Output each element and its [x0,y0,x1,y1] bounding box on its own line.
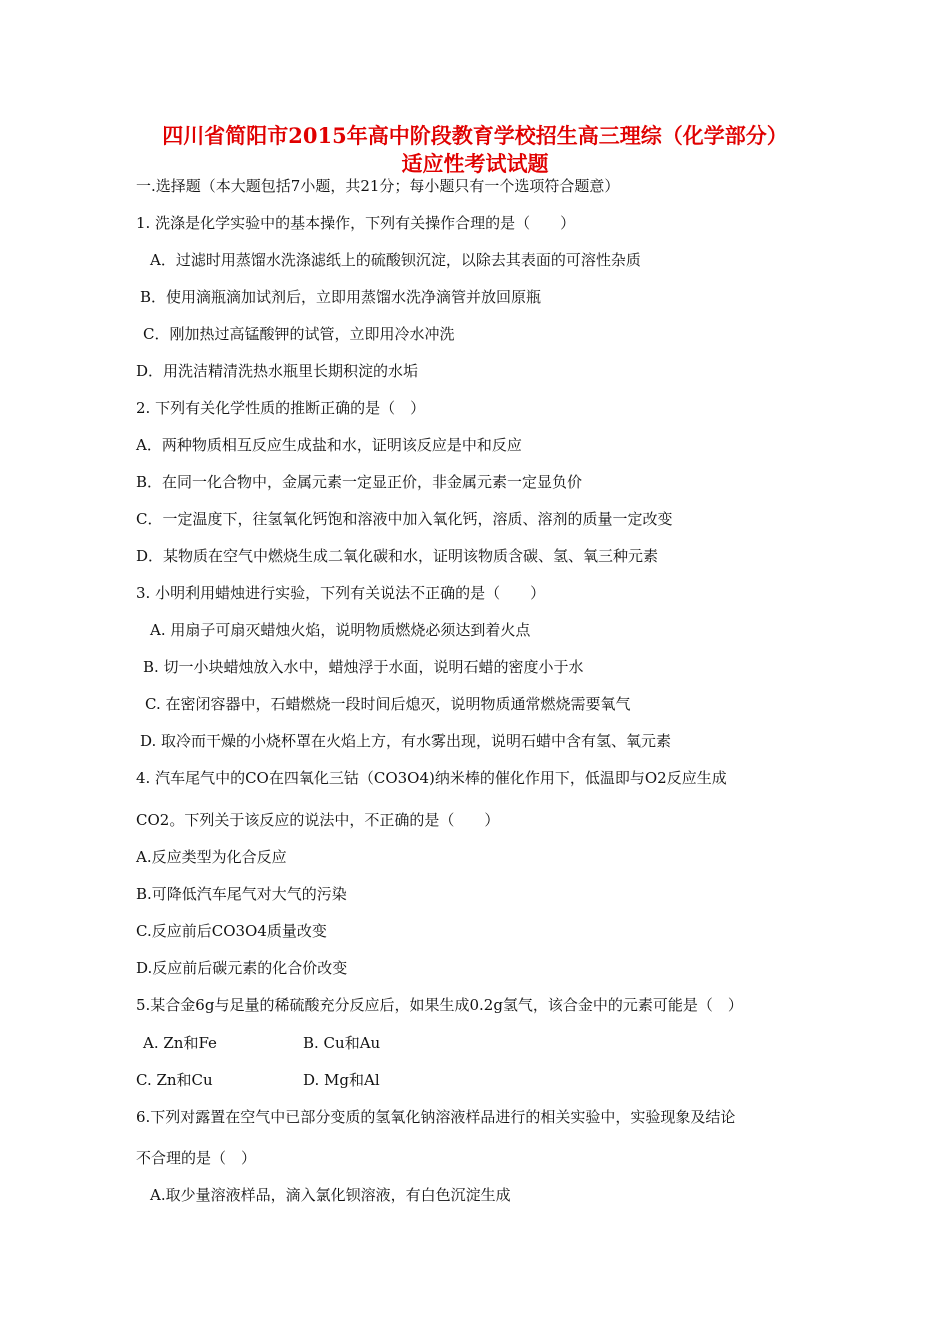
question-3-option-c: C. 在密闭容器中，石蜡燃烧一段时间后熄灭，说明物质通常燃烧需要氧气 [145,695,631,713]
title-line-2: 适应性考试试题 [401,151,549,176]
question-2-option-c: C．一定温度下，往氢氧化钙饱和溶液中加入氧化钙，溶质、溶剂的质量一定改变 [136,510,673,528]
question-4-stem-line-1: 4. 汽车尾气中的CO在四氧化三钴（CO3O4)纳米棒的催化作用下，低温即与O2反应生成 [136,769,727,787]
question-2-stem: 2. 下列有关化学性质的推断正确的是（ ） [136,399,426,417]
question-1-option-c: C．刚加热过高锰酸钾的试管，立即用冷水冲洗 [143,325,455,343]
question-4-option-a: A.反应类型为化合反应 [136,848,287,866]
question-5-option-c: C. Zn和Cu [136,1071,213,1089]
question-4-stem-line-2: CO2。下列关于该反应的说法中，不正确的是（ ） [136,811,500,829]
question-4-option-b: B.可降低汽车尾气对大气的污染 [136,885,347,903]
question-5-option-a: A. Zn和Fe [143,1034,217,1052]
question-2-option-b: B．在同一化合物中，金属元素一定显正价，非金属元素一定显负价 [136,473,583,491]
question-6-stem-line-2: 不合理的是（ ） [136,1149,257,1167]
question-1-option-b: B．使用滴瓶滴加试剂后，立即用蒸馏水洗净滴管并放回原瓶 [140,288,542,306]
question-6-stem-line-1: 6.下列对露置在空气中已部分变质的氢氧化钠溶液样品进行的相关实验中，实验现象及结论 [136,1108,736,1126]
question-3-option-a: A. 用扇子可扇灭蜡烛火焰，说明物质燃烧必须达到着火点 [150,621,531,639]
question-5-option-d: D. Mg和Al [303,1071,380,1089]
question-1-option-a: A．过滤时用蒸馏水洗涤滤纸上的硫酸钡沉淀，以除去其表面的可溶性杂质 [150,251,641,269]
section-heading: 一.选择题（本大题包括7小题，共21分；每小题只有一个选项符合题意） [136,177,620,195]
question-4-option-d: D.反应前后碳元素的化合价改变 [136,959,348,977]
question-3-option-b: B. 切一小块蜡烛放入水中，蜡烛浮于水面，说明石蜡的密度小于水 [143,658,584,676]
question-1-stem: 1. 洗涤是化学实验中的基本操作，下列有关操作合理的是（ ） [136,214,576,232]
question-6-option-a: A.取少量溶液样品，滴入氯化钡溶液，有白色沉淀生成 [150,1186,511,1204]
question-3-stem: 3. 小明利用蜡烛进行实验，下列有关说法不正确的是（ ） [136,584,546,602]
question-5-stem: 5.某合金6g与足量的稀硫酸充分反应后，如果生成0.2g氢气，该合金中的元素可能是（ ） [136,996,743,1014]
question-4-option-c: C.反应前后CO3O4质量改变 [136,922,327,940]
question-2-option-a: A．两种物质相互反应生成盐和水，证明该反应是中和反应 [136,436,522,454]
question-3-option-d: D. 取冷而干燥的小烧杯罩在火焰上方，有水雾出现，说明石蜡中含有氢、氧元素 [140,732,672,750]
question-1-option-d: D．用洗洁精清洗热水瓶里长期积淀的水垢 [136,362,419,380]
question-5-option-b: B. Cu和Au [303,1034,381,1052]
title-line-1: 四川省简阳市2015年高中阶段教育学校招生高三理综（化学部分） [162,123,788,148]
question-2-option-d: D．某物质在空气中燃烧生成二氧化碳和水，证明该物质含碳、氢、氧三种元素 [136,547,659,565]
